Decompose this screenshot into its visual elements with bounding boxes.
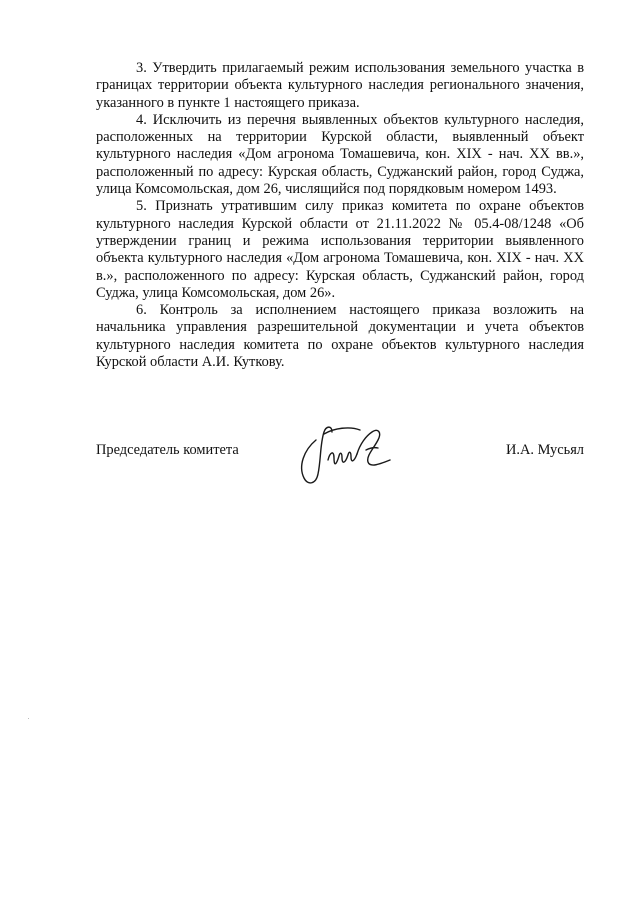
paragraph-6: 6. Контроль за исполнением настоящего приказа возложить на начальника управления разрешительной документации и учета объектов культурного наследия комитета по охране объектов культурного наследия Курской области А.И. Куткову.: [96, 302, 584, 371]
paragraph-5: 5. Признать утратившим силу приказ комитета по охране объектов культурного наследия Курской области от 21.11.2022 № 05.4-08/1248 «Об утверждении границ и режима использования территории выявленного объекта культурного наследия «Дом агронома Томашевича, кон. XIX - нач. XX в.», расположенного по адресу: Курская область, Суджанский район, город Суджа, улица Комсомольская, дом 26».: [96, 198, 584, 301]
signatory-position: Председатель комитета: [96, 442, 239, 458]
handwritten-signature: [294, 420, 404, 492]
signatory-name: И.А. Мусьял: [506, 442, 584, 458]
paragraph-3: 3. Утвердить прилагаемый режим использования земельного участка в границах территории объекта культурного наследия регионального значения, указанного в пункте 1 настоящего приказа.: [96, 60, 584, 111]
signature-block: [96, 442, 584, 502]
scan-artifact: [28, 718, 29, 719]
paragraph-4: 4. Исключить из перечня выявленных объектов культурного наследия, расположенных на территории Курской области, выявленный объект культурного наследия «Дом агронома Томашевича, кон. XIX - нач. XX вв.», расположенный по адресу: Курская область, Суджанский район, город Суджа, улица Комсомольская, дом 26, числящийся под порядковым номером 1493.: [96, 111, 584, 198]
document-body: [96, 60, 584, 371]
